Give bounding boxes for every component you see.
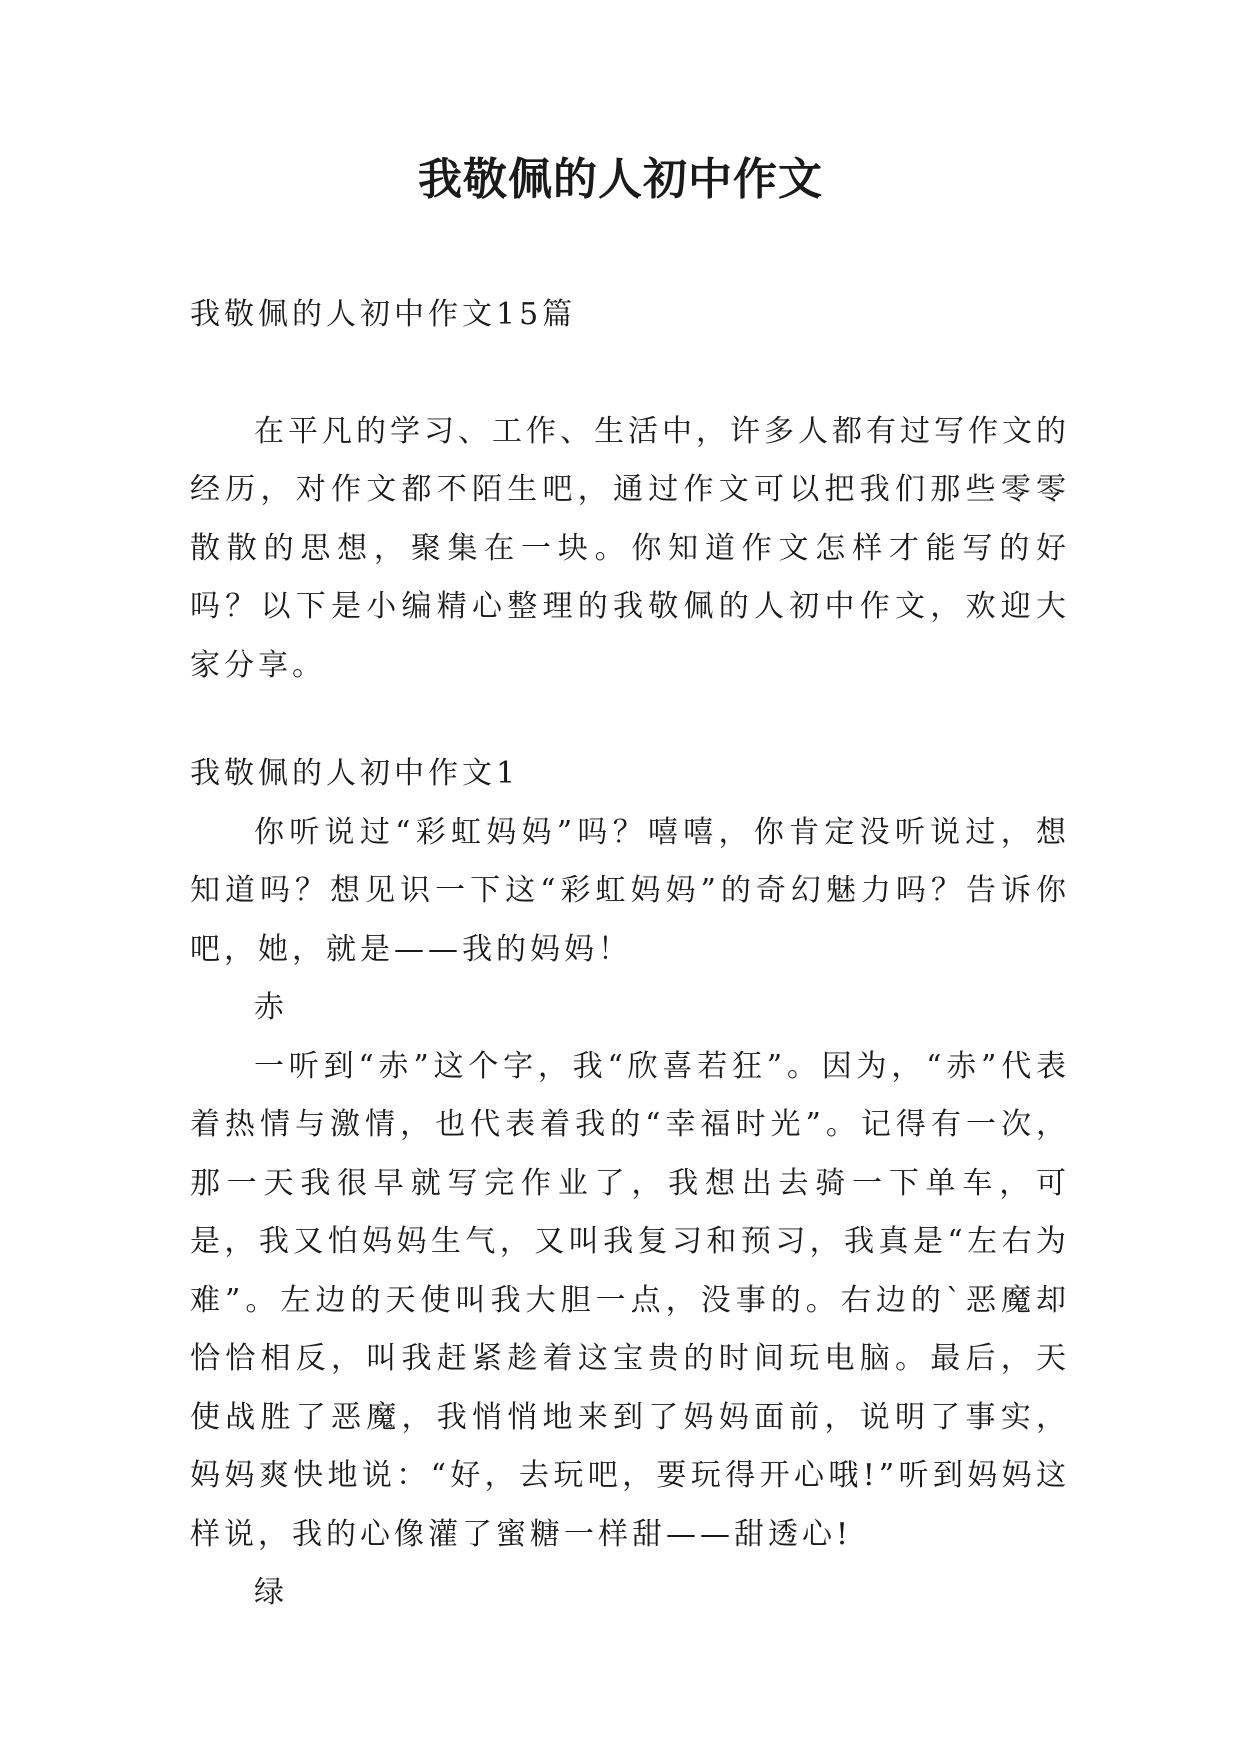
section-label-red: 赤	[254, 990, 288, 1025]
spacer	[190, 345, 1070, 403]
document-body	[190, 286, 1070, 1623]
intro-paragraph: 在平凡的学习、工作、生活中，许多人都有过写作文的经历，对作文都不陌生吧，通过作文可以把我们那些零零散散的思想，聚集在一块。你知道作文怎样才能写的好吗？以下是小编精心整理的我敬佩的人初中作文，欢迎大家分享。	[190, 413, 1070, 683]
document-subtitle: 我敬佩的人初中作文15篇	[190, 297, 577, 332]
section-label-green: 绿	[254, 1575, 288, 1610]
essay-heading: 我敬佩的人初中作文1	[190, 756, 520, 791]
essay-paragraph: 一听到“赤”这个字，我“欣喜若狂”。因为，“赤”代表着热情与激情，也代表着我的“幸福时光”。记得有一次，那一天我很早就写完作业了，我想出去骑一下单车，可是，我又怕妈妈生气，又叫我复习和预习，我真是“左右为难”。左边的天使叫我大胆一点，没事的。右边的`恶魔却恰恰相反，叫我赶紧趁着这宝贵的时间玩电脑。最后，天使战胜了恶魔，我悄悄地来到了妈妈面前，说明了事实，妈妈爽快地说：“好，去玩吧，要玩得开心哦!”听到妈妈这样说，我的心像灌了蜜糖一样甜——甜透心!	[190, 1048, 1070, 1552]
document-title: 我敬佩的人初中作文	[418, 154, 823, 205]
essay-paragraph: 你听说过“彩虹妈妈”吗？嘻嘻，你肯定没听说过，想知道吗？想见识一下这“彩虹妈妈”的奇幻魅力吗？告诉你吧，她，就是——我的妈妈！	[190, 814, 1070, 967]
spacer	[190, 695, 1070, 745]
